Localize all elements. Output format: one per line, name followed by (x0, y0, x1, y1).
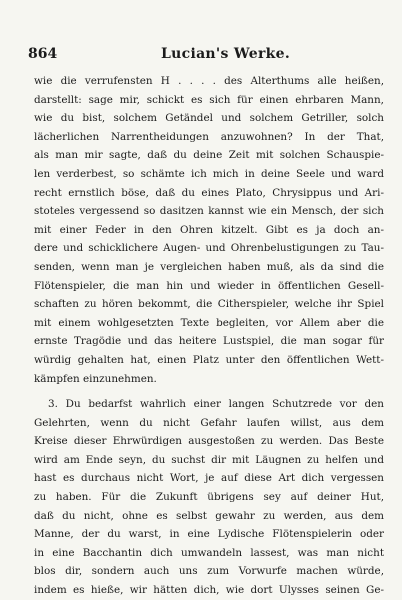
text-line: stoteles vergessend so dasitzen kannst wie ein Mensch, der sich (34, 205, 384, 218)
text-line: kämpfen einzunehmen. (34, 372, 157, 385)
text-line: Flötenspieler, die man hin und wieder in öffentlichen Gesell- (34, 279, 384, 292)
text-line: mit einer Feder in den Ohren kitzelt. Gibt es ja doch an- (34, 223, 384, 236)
text-line: als man mir sagte, daß du deine Zeit mit solchen Schauspie- (34, 149, 384, 162)
text-line: senden, wenn man je vergleichen haben muß, als da sind die (34, 260, 384, 273)
text-line: wird am Ende seyn, du suchst dir mit Läugnen zu helfen und (34, 453, 384, 466)
text-line: zu haben. Für die Zukunft übrigens sey auf deiner Hut, (34, 491, 384, 504)
text-line: würdig gehalten hat, einen Platz unter den öffentlichen Wett- (34, 353, 384, 366)
body-text (34, 72, 384, 600)
text-line: recht ernstlich böse, daß du eines Plato, Chrysippus und Ari- (34, 186, 384, 199)
text-line: len verderbest, so schämte ich mich in deine Seele und ward (34, 167, 384, 180)
running-head: Lucian's Werke. (161, 46, 291, 62)
text-line: Kreise dieser Ehrwürdigen ausgestoßen zu werden. Das Beste (34, 435, 384, 448)
text-line: 3. Du bedarfst wahrlich einer langen Schutzrede vor den (48, 398, 384, 411)
text-line: wie du bist, solchem Getändel und solchem Getriller, solch (34, 112, 384, 125)
paragraph-1 (34, 72, 384, 388)
text-line: darstellt: sage mir, schickt es sich für einen ehrbaren Mann, (34, 93, 384, 106)
text-line: indem es hieße, wir hätten dich, wie dort Ulysses seinen Ge- (34, 584, 384, 597)
page-number: 864 (28, 46, 58, 62)
text-line: in eine Bacchantin dich umwandeln lassest, was man nicht (34, 546, 384, 559)
text-line: blos dir, sondern auch uns zum Vorwurfe machen würde, (34, 565, 384, 578)
text-line: lächerlichen Narrentheidungen anzuwohnen? In der That, (34, 130, 384, 143)
text-line: mit einem wohlgesetzten Texte begleiten, vor Allem aber die (34, 316, 384, 329)
text-line: Manne, der du warst, in eine Lydische Flötenspielerin oder (34, 528, 384, 541)
text-line: daß du nicht, ohne es selbst gewahr zu werden, aus dem (34, 509, 384, 522)
text-line: ernste Tragödie und das heitere Lustspiel, die man sogar für (34, 335, 384, 348)
paragraph-2 (34, 395, 384, 600)
text-line: wie die verrufensten H . . . . des Alterthums alle heißen, (34, 75, 384, 87)
text-line: dere und schicklichere Augen- und Ohrenbelustigungen zu Tau- (34, 242, 384, 255)
text-line: Gelehrten, wenn du nicht Gefahr laufen willst, aus dem (34, 416, 384, 429)
page-header (28, 46, 376, 62)
paragraph-gap (34, 388, 384, 395)
text-line: hast es durchaus nicht Wort, je auf diese Art dich vergessen (34, 472, 384, 485)
text-line: schaften zu hören bekommt, die Citherspieler, welche ihr Spiel (34, 298, 384, 311)
